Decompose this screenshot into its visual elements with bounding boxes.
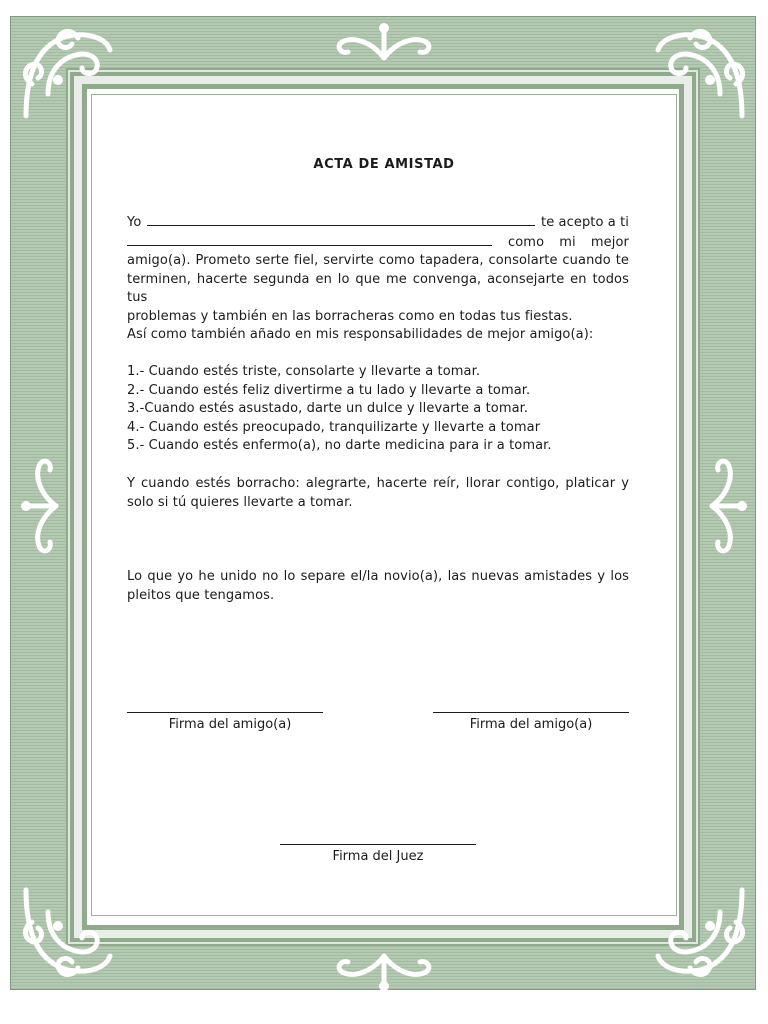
paragraph-line: Y cuando estés borracho: alegrarte, hacerte reír, llorar contigo, platicar y <box>127 476 629 491</box>
corner-ornament-top-left-icon <box>18 24 118 124</box>
list-item: 3.-Cuando estés asustado, darte un dulce y llevarte a tomar. <box>127 401 529 417</box>
intro-line: terminen, hacerte segunda en lo que me convenga, aconsejarte en todos tus <box>127 271 629 306</box>
intro-paragraph <box>127 213 629 327</box>
list-item: 2.- Cuando estés feliz divertirme a tu lado y llevarte a tomar. <box>127 382 531 398</box>
list-item: 1.- Cuando estés triste, consolarte y llevarte a tomar. <box>127 364 481 379</box>
yo-label: Yo <box>127 215 142 230</box>
document-title: ACTA DE AMISTAD <box>313 157 455 172</box>
paragraph-line: pleitos que tengamos. <box>127 587 275 603</box>
friend-name-blank-line[interactable] <box>127 233 492 246</box>
corner-ornament-top-right-icon <box>650 24 750 124</box>
intro-line: problemas y también en las borracheras como en todas tus fiestas. <box>127 308 573 324</box>
best-friend-word: mejor <box>590 234 629 250</box>
signature-line-friend-right[interactable] <box>433 712 629 713</box>
name-blank-line[interactable] <box>147 213 535 226</box>
left-center-ornament-icon <box>20 456 60 556</box>
name-line <box>127 213 629 233</box>
signature-label-friend-right: Firma del amigo(a) <box>469 717 593 732</box>
corner-ornament-bottom-right-icon <box>650 882 750 982</box>
union-paragraph <box>127 568 629 605</box>
signature-line-judge[interactable] <box>280 844 476 845</box>
paragraph-line: solo si tú quieres llevarte a tomar. <box>127 494 353 510</box>
drunk-paragraph <box>127 475 629 512</box>
signature-line-friend-left[interactable] <box>127 712 323 713</box>
paragraph-line: Lo que yo he unido no lo separe el/la novio(a), las nuevas amistades y los <box>127 569 629 584</box>
friend-name-line <box>127 233 629 253</box>
right-center-ornament-icon <box>708 456 748 556</box>
corner-ornament-bottom-left-icon <box>18 882 118 982</box>
bottom-center-ornament-icon <box>334 952 434 992</box>
responsibilities-list <box>127 363 629 456</box>
top-center-ornament-icon <box>334 22 434 62</box>
signature-label-friend-left: Firma del amigo(a) <box>168 717 292 732</box>
list-item: 4.- Cuando estés preocupado, tranquilizarte y llevarte a tomar <box>127 419 541 435</box>
signature-label-judge: Firma del Juez <box>332 849 424 864</box>
responsibilities-intro: Así como también añado en mis responsabilidades de mejor amigo(a): <box>127 327 594 342</box>
list-item: 5.- Cuando estés enfermo(a), no darte medicina para ir a tomar. <box>127 438 552 454</box>
accept-label: te acepto a ti <box>541 215 629 230</box>
intro-line: amigo(a). Prometo serte fiel, servirte como tapadera, consolarte cuando te <box>127 253 629 269</box>
best-friend-word: como <box>508 234 545 250</box>
best-friend-word: mi <box>559 234 576 250</box>
